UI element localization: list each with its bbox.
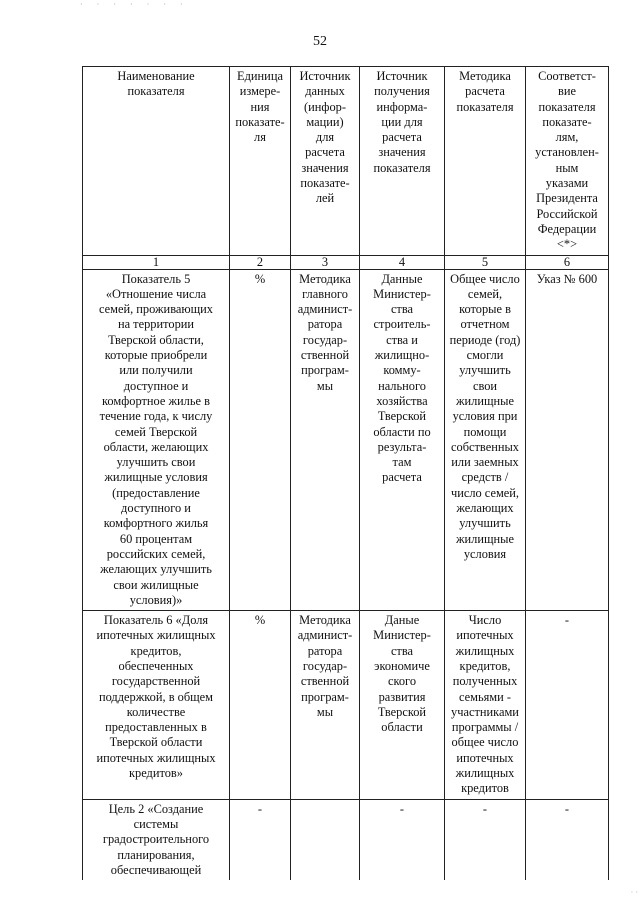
column-number: 2 <box>230 255 291 269</box>
header-decree: Соответст- вие показателя показате- лям, установлен- ным указами Президента Российской Федерации <*> <box>526 67 609 256</box>
indicator-name-cell: Цель 2 «Создание системы градостроительного планирования, обеспечивающей <box>83 799 230 880</box>
info-source-cell: Даные Министер- ства экономиче ского развития Тверской области <box>360 611 445 800</box>
decree-cell: Указ № 600 <box>526 269 609 611</box>
indicator-table <box>82 66 609 880</box>
table-row <box>83 799 609 880</box>
method-cell: Число ипотечных жилищных кредитов, полученных семьями - участниками программы / общее число ипотечных жилищных кредитов <box>445 611 526 800</box>
column-number: 4 <box>360 255 445 269</box>
header-unit: Единица измере- ния показате- ля <box>230 67 291 256</box>
method-cell: - <box>445 799 526 880</box>
unit-cell: - <box>230 799 291 880</box>
method-cell: Общее число семей, которые в отчетном периоде (год) смогли улучшить свои жилищные условия при помощи собственных или заемных средств / число семей, желающих улучшить жилищные условия <box>445 269 526 611</box>
header-data-source: Источник данных (инфор- мации) для расчета значения показате- лей <box>291 67 360 256</box>
header-indicator-name: Наименование показателя <box>83 67 230 256</box>
column-number: 1 <box>83 255 230 269</box>
data-source-cell: Методика главного админист- ратора государ- ственной програм- мы <box>291 269 360 611</box>
info-source-cell: - <box>360 799 445 880</box>
page-number: 52 <box>313 34 327 49</box>
unit-cell: % <box>230 269 291 611</box>
header-info-source: Источник получения информа- ции для расчета значения показателя <box>360 67 445 256</box>
decree-cell: - <box>526 611 609 800</box>
column-number-row <box>83 255 609 269</box>
scan-artifact: · · <box>630 888 638 897</box>
table-row <box>83 611 609 800</box>
indicator-name-cell: Показатель 5 «Отношение числа семей, проживающих на территории Тверской области, которые приобрели или получили доступное и комфортное жилье в течение года, к числу семей Тверской области, желающих улучшить свои жилищные условия (предоставление доступного и комфортного жилья 60 процентам российских семей, желающих улучшить свои жилищные условия)» <box>83 269 230 611</box>
data-source-cell <box>291 799 360 880</box>
header-method: Методика расчета показателя <box>445 67 526 256</box>
data-source-cell: Методика админист- ратора государ- ственной програм- мы <box>291 611 360 800</box>
scan-artifact: · · · · · · · <box>80 0 189 9</box>
column-number: 3 <box>291 255 360 269</box>
decree-cell: - <box>526 799 609 880</box>
table-header-row <box>83 67 609 256</box>
table-row <box>83 269 609 611</box>
info-source-cell: Данные Министер- ства строитель- ства и жилищно- комму- нального хозяйства Тверской области по результа- там расчета <box>360 269 445 611</box>
column-number: 6 <box>526 255 609 269</box>
column-number: 5 <box>445 255 526 269</box>
indicator-name-cell: Показатель 6 «Доля ипотечных жилищных кредитов, обеспеченных государственной поддержкой, в общем количестве предоставленных в Тверской области ипотечных жилищных кредитов» <box>83 611 230 800</box>
unit-cell: % <box>230 611 291 800</box>
